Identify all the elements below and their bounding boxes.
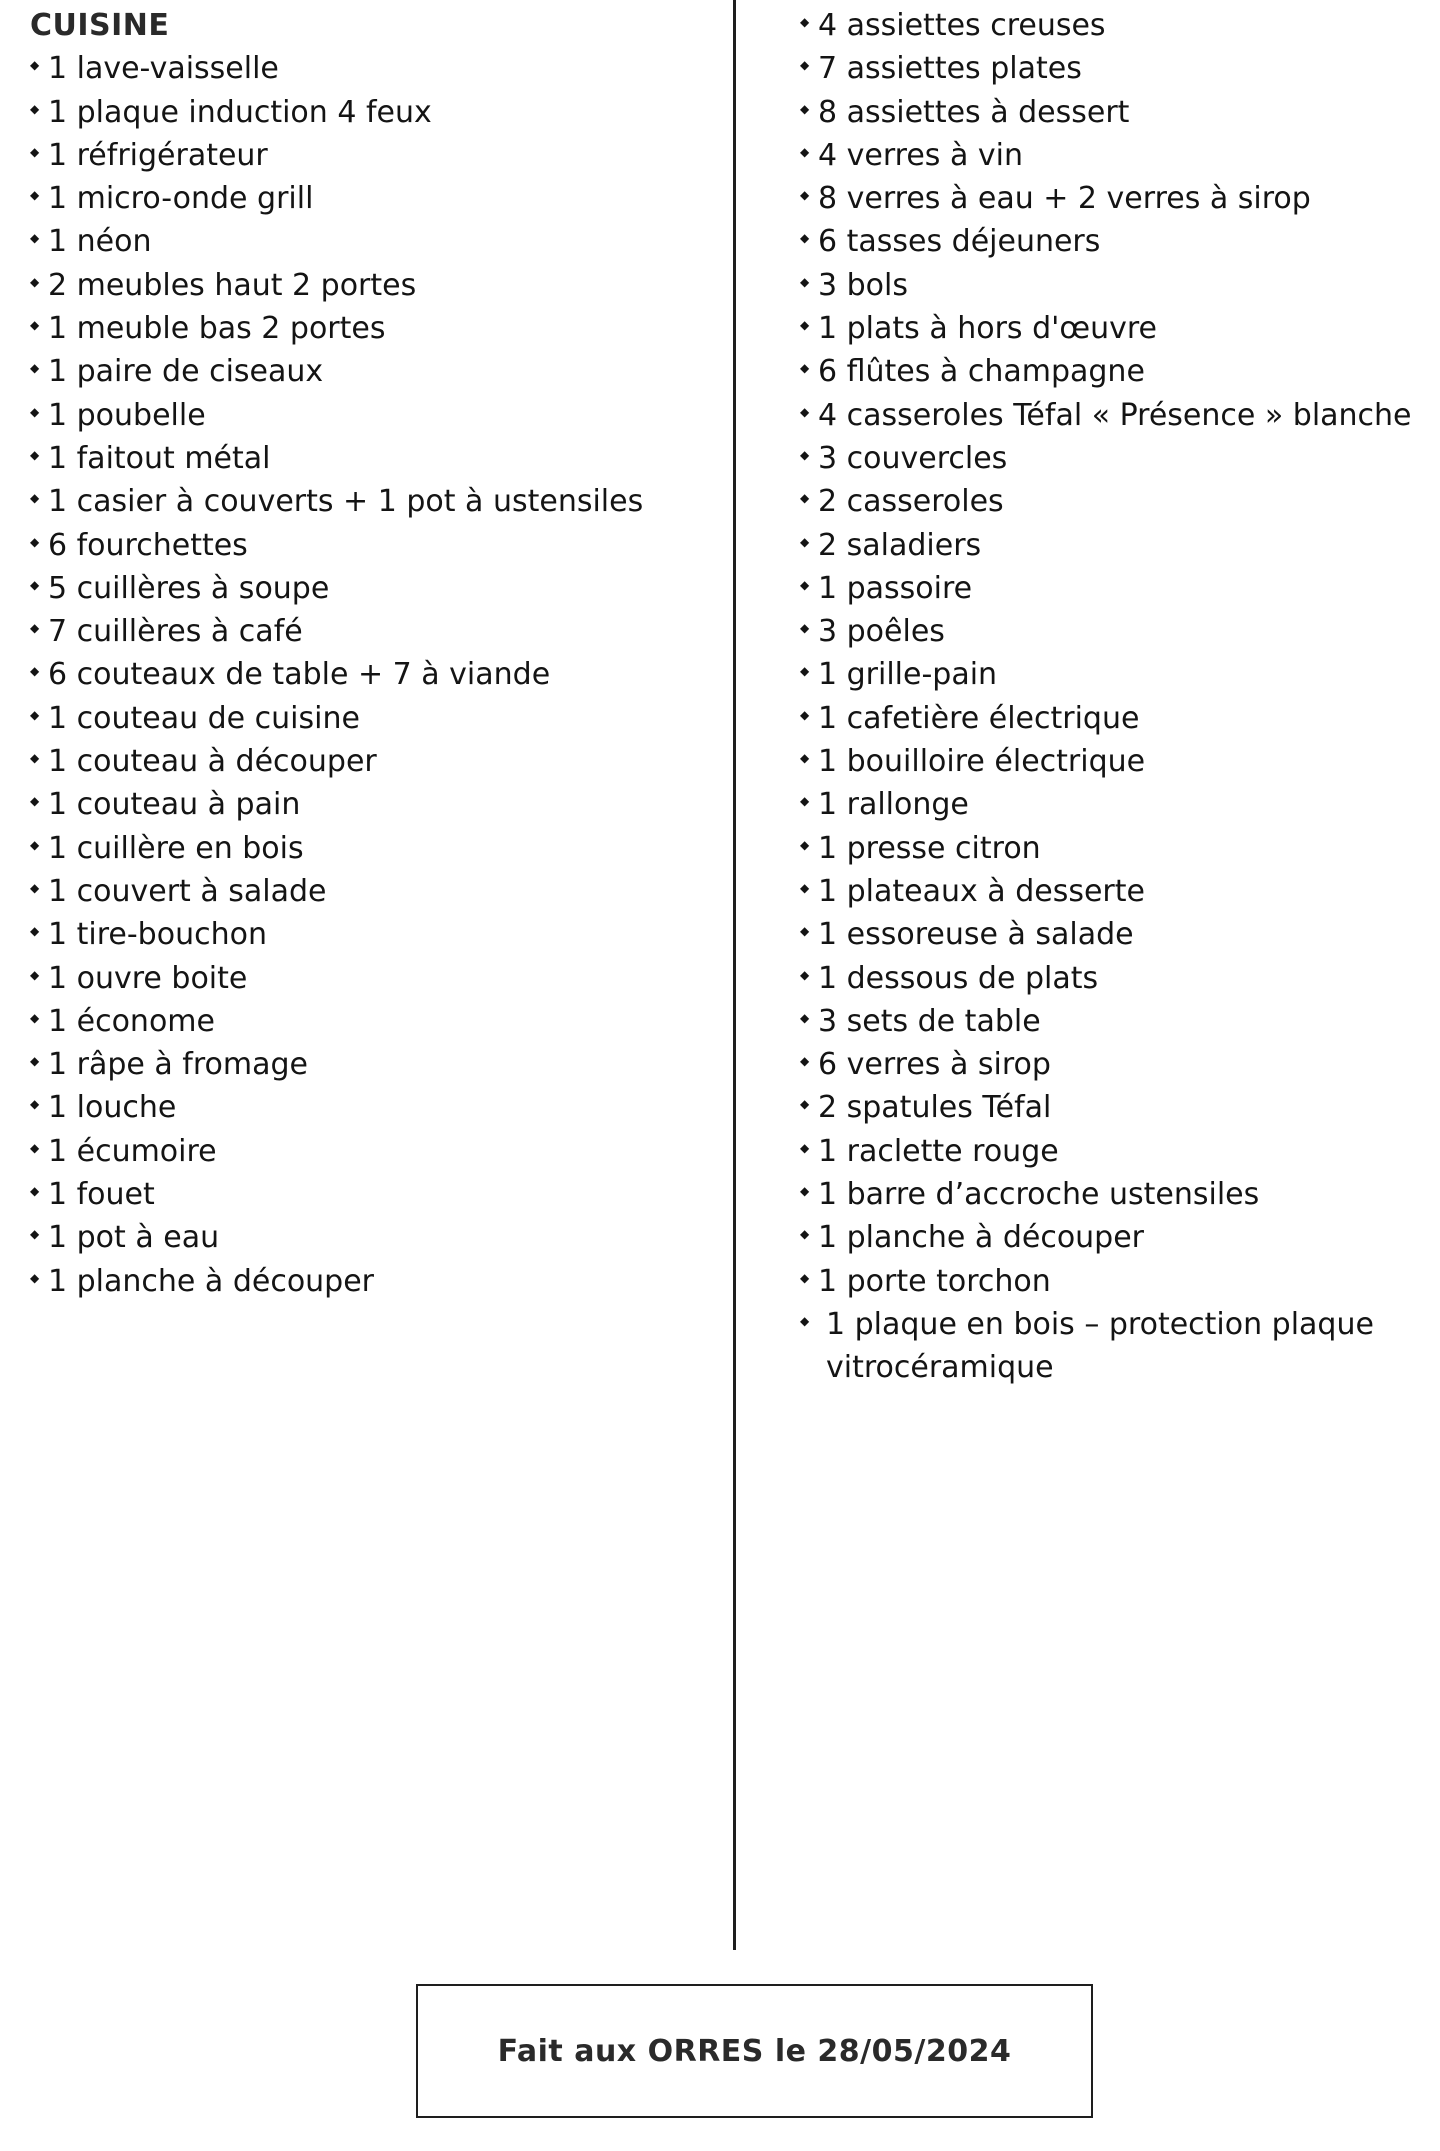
list-item: ◆ 1 bouilloire électrique bbox=[800, 740, 1420, 783]
list-item: ◆ 8 verres à eau + 2 verres à sirop bbox=[800, 177, 1420, 220]
list-item: ◆ 1 économe bbox=[30, 1000, 720, 1043]
list-item: ◆ 1 louche bbox=[30, 1086, 720, 1129]
list-item: ◆ 1 meuble bas 2 portes bbox=[30, 307, 720, 350]
right-inventory-list bbox=[800, 4, 1420, 1390]
list-item: ◆ 1 néon bbox=[30, 220, 720, 263]
column-divider bbox=[733, 0, 736, 1950]
section-title: CUISINE bbox=[30, 8, 170, 43]
list-item: ◆ 1 porte torchon bbox=[800, 1260, 1420, 1303]
list-item: ◆ 1 plateaux à desserte bbox=[800, 870, 1420, 913]
list-item: ◆ 7 cuillères à café bbox=[30, 610, 720, 653]
list-item: ◆ 1 cafetière électrique bbox=[800, 697, 1420, 740]
list-item: ◆ 1 essoreuse à salade bbox=[800, 913, 1420, 956]
list-item: ◆ 1 couteau à pain bbox=[30, 783, 720, 826]
list-item: ◆ 1 fouet bbox=[30, 1173, 720, 1216]
list-item: ◆ 6 tasses déjeuners bbox=[800, 220, 1420, 263]
list-item: ◆ 3 poêles bbox=[800, 610, 1420, 653]
list-item: ◆ 1 rallonge bbox=[800, 783, 1420, 826]
list-item: ◆ 2 saladiers bbox=[800, 524, 1420, 567]
list-item: ◆ 1 grille-pain bbox=[800, 653, 1420, 696]
list-item: ◆ 1 casier à couverts + 1 pot à ustensiles bbox=[30, 480, 720, 523]
list-item: ◆ 4 verres à vin bbox=[800, 134, 1420, 177]
list-item: ◆ 2 casseroles bbox=[800, 480, 1420, 523]
list-item: ◆ 1 micro-onde grill bbox=[30, 177, 720, 220]
list-item: ◆ 8 assiettes à dessert bbox=[800, 91, 1420, 134]
list-item: ◆ 2 spatules Téfal bbox=[800, 1086, 1420, 1129]
left-inventory-list bbox=[30, 47, 720, 1303]
list-item: ◆ 6 flûtes à champagne bbox=[800, 350, 1420, 393]
list-item: ◆ 3 sets de table bbox=[800, 1000, 1420, 1043]
list-item: ◆ 1 réfrigérateur bbox=[30, 134, 720, 177]
list-item: ◆ 6 fourchettes bbox=[30, 524, 720, 567]
right-column bbox=[800, 4, 1420, 1390]
list-item: ◆ 1 couteau de cuisine bbox=[30, 697, 720, 740]
list-item: ◆ 3 bols bbox=[800, 264, 1420, 307]
list-item: ◆ 1 presse citron bbox=[800, 827, 1420, 870]
list-item: ◆ 1 passoire bbox=[800, 567, 1420, 610]
list-item: ◆ 1 plats à hors d'œuvre bbox=[800, 307, 1420, 350]
list-item: ◆ 1 dessous de plats bbox=[800, 957, 1420, 1000]
list-item: ◆ 7 assiettes plates bbox=[800, 47, 1420, 90]
list-item: ◆ 4 assiettes creuses bbox=[800, 4, 1420, 47]
list-item: ◆ 1 plaque en bois – protection plaque vitrocéramique bbox=[800, 1303, 1420, 1390]
list-item: ◆ 1 pot à eau bbox=[30, 1216, 720, 1259]
list-item: ◆ 6 verres à sirop bbox=[800, 1043, 1420, 1086]
list-item: ◆ 1 raclette rouge bbox=[800, 1130, 1420, 1173]
left-column bbox=[30, 4, 720, 1303]
list-item: ◆ 1 planche à découper bbox=[800, 1216, 1420, 1259]
list-item: ◆ 1 couvert à salade bbox=[30, 870, 720, 913]
list-item: ◆ 1 ouvre boite bbox=[30, 957, 720, 1000]
list-item: ◆ 1 plaque induction 4 feux bbox=[30, 91, 720, 134]
list-item: ◆ 1 râpe à fromage bbox=[30, 1043, 720, 1086]
list-item: ◆ 1 couteau à découper bbox=[30, 740, 720, 783]
list-item: ◆ 5 cuillères à soupe bbox=[30, 567, 720, 610]
list-item: ◆ 6 couteaux de table + 7 à viande bbox=[30, 653, 720, 696]
list-item: ◆ 1 lave-vaisselle bbox=[30, 47, 720, 90]
list-item: ◆ 1 paire de ciseaux bbox=[30, 350, 720, 393]
list-item: ◆ 1 faitout métal bbox=[30, 437, 720, 480]
signature-text: Fait aux ORRES le 28/05/2024 bbox=[497, 2033, 1012, 2069]
list-item: ◆ 1 barre d’accroche ustensiles bbox=[800, 1173, 1420, 1216]
list-item: ◆ 1 cuillère en bois bbox=[30, 827, 720, 870]
list-item: ◆ 1 écumoire bbox=[30, 1130, 720, 1173]
list-item: ◆ 1 planche à découper bbox=[30, 1260, 720, 1303]
signature-box bbox=[416, 1984, 1093, 2118]
list-item: ◆ 1 tire-bouchon bbox=[30, 913, 720, 956]
list-item: ◆ 3 couvercles bbox=[800, 437, 1420, 480]
list-item: ◆ 2 meubles haut 2 portes bbox=[30, 264, 720, 307]
list-item: ◆ 4 casseroles Téfal « Présence » blanche bbox=[800, 394, 1420, 437]
list-item: ◆ 1 poubelle bbox=[30, 394, 720, 437]
